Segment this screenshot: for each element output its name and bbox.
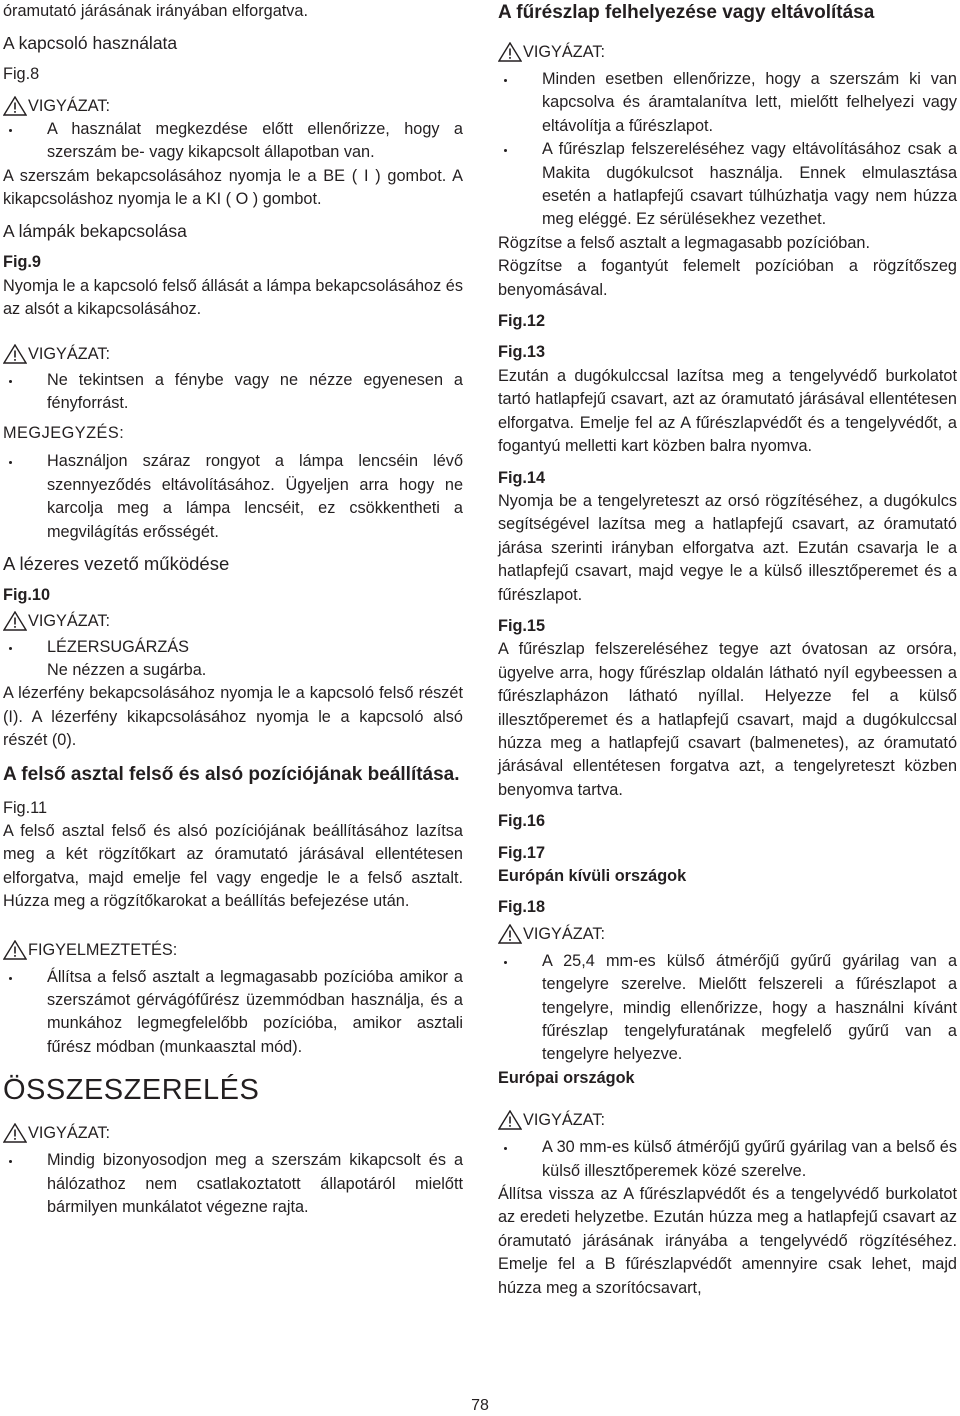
warning-triangle-icon [3,611,27,631]
list-item: A 30 mm-es külső átmérőjű gyűrű gyárilag van a belső és külső illesztőperemek közé szerelve. [498,1136,957,1183]
warning-label [3,342,463,366]
warning-list [3,1149,463,1219]
warning-triangle-icon [3,344,27,364]
warning-list [3,369,463,416]
warning-label [3,94,463,118]
warning-label-text: FIGYELMEZTETÉS: [28,940,178,959]
warning-label-text: VIGYÁZAT: [523,924,606,943]
heading-laser: A lézeres vezető működése [3,553,230,575]
list-item: Minden esetben ellenőrizze, hogy a szerszám ki van kapcsolva és áramtalanítva lett, mielőtt felhelyezi vagy eltávolítja a fűrészlapot. [498,68,957,138]
fig-label: Fig.11 [3,798,48,817]
note-list [3,450,463,544]
warning-triangle-icon [498,924,522,944]
intro-text: óramutató járásának irányában elforgatva. [3,2,309,20]
fig-label: Fig.12 [498,312,546,331]
list-item: Állítsa a felső asztalt a legmagasabb pozícióba amikor a szerszámot gérvágófűrész üzemmódban használja, és a munkához legmegfelelőbb pozícióba, amikor asztali fűrész módban (munkaasztal mód). [3,966,463,1060]
list-item: Ne tekintsen a fénybe vagy ne nézze egyenesen a fényforrást. [3,369,463,416]
left-column [3,0,463,1219]
warning-label [498,1108,957,1132]
body-text: Állítsa vissza az A fűrészlapvédőt és a tengelyvédő burkolatot az eredeti helyzetbe. Ezután húzza meg a hatlapfejű csavart az óramutató járásának irányába a tengelyvédő rögzítéséhez. Emelje fel a B fűrészlapvédőt amennyire csak lehet, majd húzza meg a szorítócsavart, [498,1185,957,1297]
warning-label [498,40,957,64]
list-item: LÉZERSUGÁRZÁS [3,636,463,659]
warning-label-text: VIGYÁZAT: [28,611,111,630]
table-text: A felső asztal felső és alsó pozíciójának beállításához lazítsa meg a két rögzítőkart az óramutató járásával ellentétesen elforgatva, majd emelje fel vagy engedje le a felső asztalt. Húzza meg a rögzítőkarokat a beállítás befejezése után. [3,821,463,911]
warning-list [3,636,463,659]
right-column [498,0,957,1300]
body-text: Nyomja be a tengelyreteszt az orsó rögzítéséhez, a dugókulcs segítségével lazítsa meg a hatlapfejű csavart, az óramutató járása szerinti irányban elforgatva azt. Ezután csavarja le a hatlapfejű csavart, majd vegye le a külső illesztőperemet és a fűrészlapot. [498,491,957,604]
body-text: Ezután a dugókulccsal lazítsa meg a tengelyvédő burkolatot tartó hatlapfejű csavart, azt az óramutató járásával ellentétesen elforgatva. Emelje fel az A fűrészlapvédőt és a tengelyvédőt, a fogantyú melletti kart közben balra nyomva. [498,366,957,456]
warning-label-text: VIGYÁZAT: [28,1124,111,1143]
fig-label: Fig.17 [498,843,546,862]
warning-triangle-icon [3,1123,27,1143]
warning-label-text: VIGYÁZAT: [28,344,111,363]
heading-assembly: ÖSSZESZERELÉS [3,1074,260,1107]
warning-label [3,1121,463,1145]
warning-label [498,922,957,946]
body-text: A fűrészlap felszereléséhez tegye azt óvatosan az orsóra, ügyelve arra, hogy fűrészlap oldalán látható nyíl egybeessen a fűrészlapházon látható nyíllal. Helyezze fel a külső illesztőperemet és a hatlapfejű csavart, majd a dugókulccsal húzza meg a hatlapfejű csavart (balmenetes), az óramutató járásával ellentétesen forgatva azt, a tengelyreteszt közben benyomva tartva. [498,640,957,799]
warning-triangle-icon [498,42,522,62]
body-text: Rögzítse a felső asztalt a legmagasabb pozícióban. [498,233,870,252]
fig-label: Fig.16 [498,812,546,831]
warning-list [498,950,957,1067]
warning-label-text: VIGYÁZAT: [28,96,111,115]
warning-list [498,68,957,232]
warning-label-text: VIGYÁZAT: [523,1111,606,1130]
heading-lamps: A lámpák bekapcsolása [3,221,187,242]
warning-triangle-icon [3,940,27,960]
fig-label: Fig.8 [3,65,40,84]
warning-triangle-icon [3,96,27,116]
note-label: MEGJEGYZÉS: [3,424,125,443]
lamps-text: Nyomja le a kapcsoló felső állását a lámpa bekapcsolásához és az alsót a kikapcsolásához. [3,276,463,319]
list-item: Mindig bizonyosodjon meg a szerszám kikapcsolt és a hálózathoz nem csatlakoztatott állapotáról mielőtt bármilyen munkálatot végezne rajta. [3,1149,463,1219]
warning-subtext: Ne nézzen a sugárba. [47,660,207,679]
heading-table: A felső asztal felső és alsó pozíciójának beállítása. [3,763,460,785]
fig-label: Fig.15 [498,616,546,635]
fig-label: Fig.14 [498,468,546,487]
warning-list [3,966,463,1060]
heading-blade: A fűrészlap felhelyezése vagy eltávolítása [498,2,875,23]
heading-switch: A kapcsoló használata [3,33,178,54]
switch-text: A szerszám bekapcsolásához nyomja le a BE ( I ) gombot. A kikapcsoláshoz nyomja le a KI ( O ) gombot. [3,166,463,209]
warning-list [3,118,463,165]
warning-triangle-icon [498,1110,522,1130]
list-item: A 25,4 mm-es külső átmérőjű gyűrű gyárilag van a tengelyre szerelve. Mielőtt felszereli a fűrészlapot a tengelyre, mindig ellenőrizze, hogy a használni kívánt fűrészlap tengelyfuratának megfelelő gyűrű van a tengelyre helyezve. [498,950,957,1067]
heading-non-eu: Európán kívüli országok [498,867,687,885]
warning-label [3,938,463,962]
list-item: Használjon száraz rongyot a lámpa lencséin lévő szennyeződés eltávolításához. Ügyeljen arra hogy ne karcolja meg a lámpa lencséit, ez csökkentheti a megvilágítás erősségét. [3,450,463,544]
list-item: A fűrészlap felszereléséhez vagy eltávolításához csak a Makita dugókulcsot használja. Ennek elmulasztása esetén a hatlapfejű csavart túlhúzhatja vagy nem húzza meg eléggé. Ez sérülésekhez vezethet. [498,138,957,232]
fig-label: Fig.13 [498,343,546,362]
body-text: Rögzítse a fogantyút felemelt pozícióban a rögzítőszeg benyomásával. [498,257,957,299]
heading-eu: Európai országok [498,1068,635,1087]
warning-list [498,1136,957,1183]
list-item: A használat megkezdése előtt ellenőrizze, hogy a szerszám be- vagy kikapcsolt állapotban van. [3,118,463,165]
laser-text: A lézerfény bekapcsolásához nyomja le a kapcsoló felső részét (I). A lézerfény kikapcsolásához nyomja le a kapcsoló alsó részét (0). [3,684,463,750]
fig-label: Fig.9 [3,253,41,272]
fig-label: Fig.18 [498,898,546,917]
page-number: 78 [471,1397,489,1414]
warning-label-text: VIGYÁZAT: [523,43,606,61]
fig-label: Fig.10 [3,586,51,605]
warning-label [3,609,463,633]
